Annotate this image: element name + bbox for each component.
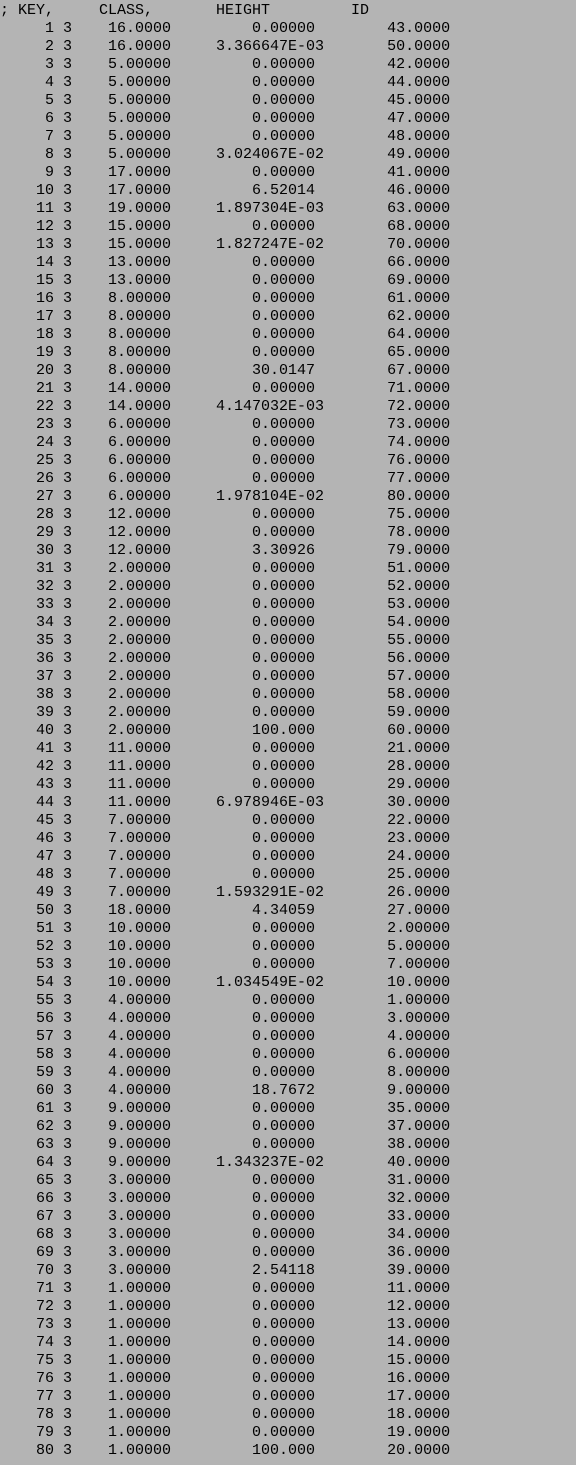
- table-row: 7 3 5.00000 0.00000 48.0000: [0, 128, 451, 145]
- table-row: 45 3 7.00000 0.00000 22.0000: [0, 812, 451, 829]
- table-row: 10 3 17.0000 6.52014 46.0000: [0, 182, 451, 199]
- table-row: 24 3 6.00000 0.00000 74.0000: [0, 434, 451, 451]
- table-row: 70 3 3.00000 2.54118 39.0000: [0, 1262, 451, 1279]
- table-row: 11 3 19.0000 1.897304E-03 63.0000: [0, 200, 451, 217]
- table-row: 60 3 4.00000 18.7672 9.00000: [0, 1082, 451, 1099]
- table-row: 43 3 11.0000 0.00000 29.0000: [0, 776, 451, 793]
- table-row: 77 3 1.00000 0.00000 17.0000: [0, 1388, 451, 1405]
- table-row: 9 3 17.0000 0.00000 41.0000: [0, 164, 451, 181]
- table-row: 36 3 2.00000 0.00000 56.0000: [0, 650, 451, 667]
- header-line: ; KEY, CLASS, HEIGHT ID: [0, 2, 370, 19]
- table-row: 64 3 9.00000 1.343237E-02 40.0000: [0, 1154, 451, 1171]
- table-row: 26 3 6.00000 0.00000 77.0000: [0, 470, 451, 487]
- table-row: 18 3 8.00000 0.00000 64.0000: [0, 326, 451, 343]
- table-row: 68 3 3.00000 0.00000 34.0000: [0, 1226, 451, 1243]
- table-row: 79 3 1.00000 0.00000 19.0000: [0, 1424, 451, 1441]
- table-row: 4 3 5.00000 0.00000 44.0000: [0, 74, 451, 91]
- table-row: 69 3 3.00000 0.00000 36.0000: [0, 1244, 451, 1261]
- table-row: 61 3 9.00000 0.00000 35.0000: [0, 1100, 451, 1117]
- table-row: 8 3 5.00000 3.024067E-02 49.0000: [0, 146, 451, 163]
- table-row: 49 3 7.00000 1.593291E-02 26.0000: [0, 884, 451, 901]
- table-row: 12 3 15.0000 0.00000 68.0000: [0, 218, 451, 235]
- table-row: 27 3 6.00000 1.978104E-02 80.0000: [0, 488, 451, 505]
- table-row: 53 3 10.0000 0.00000 7.00000: [0, 956, 451, 973]
- table-row: 37 3 2.00000 0.00000 57.0000: [0, 668, 451, 685]
- table-row: 56 3 4.00000 0.00000 3.00000: [0, 1010, 451, 1027]
- table-row: 40 3 2.00000 100.000 60.0000: [0, 722, 451, 739]
- table-row: 73 3 1.00000 0.00000 13.0000: [0, 1316, 451, 1333]
- table-row: 34 3 2.00000 0.00000 54.0000: [0, 614, 451, 631]
- table-row: 15 3 13.0000 0.00000 69.0000: [0, 272, 451, 289]
- table-row: 67 3 3.00000 0.00000 33.0000: [0, 1208, 451, 1225]
- table-row: 38 3 2.00000 0.00000 58.0000: [0, 686, 451, 703]
- table-row: 17 3 8.00000 0.00000 62.0000: [0, 308, 451, 325]
- table-row: 28 3 12.0000 0.00000 75.0000: [0, 506, 451, 523]
- table-row: 48 3 7.00000 0.00000 25.0000: [0, 866, 451, 883]
- data-listing: [0, 2, 450, 1460]
- table-row: 76 3 1.00000 0.00000 16.0000: [0, 1370, 451, 1387]
- table-row: 54 3 10.0000 1.034549E-02 10.0000: [0, 974, 451, 991]
- table-row: 57 3 4.00000 0.00000 4.00000: [0, 1028, 451, 1045]
- table-row: 71 3 1.00000 0.00000 11.0000: [0, 1280, 451, 1297]
- table-row: 80 3 1.00000 100.000 20.0000: [0, 1442, 451, 1459]
- table-row: 25 3 6.00000 0.00000 76.0000: [0, 452, 451, 469]
- table-row: 59 3 4.00000 0.00000 8.00000: [0, 1064, 451, 1081]
- table-row: 66 3 3.00000 0.00000 32.0000: [0, 1190, 451, 1207]
- table-row: 50 3 18.0000 4.34059 27.0000: [0, 902, 451, 919]
- table-row: 78 3 1.00000 0.00000 18.0000: [0, 1406, 451, 1423]
- table-row: 14 3 13.0000 0.00000 66.0000: [0, 254, 451, 271]
- table-row: 55 3 4.00000 0.00000 1.00000: [0, 992, 451, 1009]
- table-row: 23 3 6.00000 0.00000 73.0000: [0, 416, 451, 433]
- table-row: 47 3 7.00000 0.00000 24.0000: [0, 848, 451, 865]
- table-row: 13 3 15.0000 1.827247E-02 70.0000: [0, 236, 451, 253]
- table-row: 35 3 2.00000 0.00000 55.0000: [0, 632, 451, 649]
- table-row: 72 3 1.00000 0.00000 12.0000: [0, 1298, 451, 1315]
- table-row: 58 3 4.00000 0.00000 6.00000: [0, 1046, 451, 1063]
- table-row: 42 3 11.0000 0.00000 28.0000: [0, 758, 451, 775]
- table-row: 19 3 8.00000 0.00000 65.0000: [0, 344, 451, 361]
- table-row: 32 3 2.00000 0.00000 52.0000: [0, 578, 451, 595]
- table-row: 51 3 10.0000 0.00000 2.00000: [0, 920, 451, 937]
- table-row: 22 3 14.0000 4.147032E-03 72.0000: [0, 398, 451, 415]
- table-row: 16 3 8.00000 0.00000 61.0000: [0, 290, 451, 307]
- table-row: 3 3 5.00000 0.00000 42.0000: [0, 56, 451, 73]
- table-row: 6 3 5.00000 0.00000 47.0000: [0, 110, 451, 127]
- table-row: 44 3 11.0000 6.978946E-03 30.0000: [0, 794, 451, 811]
- table-row: 39 3 2.00000 0.00000 59.0000: [0, 704, 451, 721]
- table-row: 20 3 8.00000 30.0147 67.0000: [0, 362, 451, 379]
- table-row: 29 3 12.0000 0.00000 78.0000: [0, 524, 451, 541]
- table-row: 75 3 1.00000 0.00000 15.0000: [0, 1352, 451, 1369]
- table-row: 41 3 11.0000 0.00000 21.0000: [0, 740, 451, 757]
- table-row: 21 3 14.0000 0.00000 71.0000: [0, 380, 451, 397]
- table-row: 33 3 2.00000 0.00000 53.0000: [0, 596, 451, 613]
- table-row: 62 3 9.00000 0.00000 37.0000: [0, 1118, 451, 1135]
- table-row: 52 3 10.0000 0.00000 5.00000: [0, 938, 451, 955]
- table-row: 46 3 7.00000 0.00000 23.0000: [0, 830, 451, 847]
- table-row: 65 3 3.00000 0.00000 31.0000: [0, 1172, 451, 1189]
- table-row: 5 3 5.00000 0.00000 45.0000: [0, 92, 451, 109]
- table-row: 30 3 12.0000 3.30926 79.0000: [0, 542, 451, 559]
- table-row: 74 3 1.00000 0.00000 14.0000: [0, 1334, 451, 1351]
- table-row: 31 3 2.00000 0.00000 51.0000: [0, 560, 451, 577]
- table-row: 2 3 16.0000 3.366647E-03 50.0000: [0, 38, 451, 55]
- table-row: 1 3 16.0000 0.00000 43.0000: [0, 20, 451, 37]
- table-row: 63 3 9.00000 0.00000 38.0000: [0, 1136, 451, 1153]
